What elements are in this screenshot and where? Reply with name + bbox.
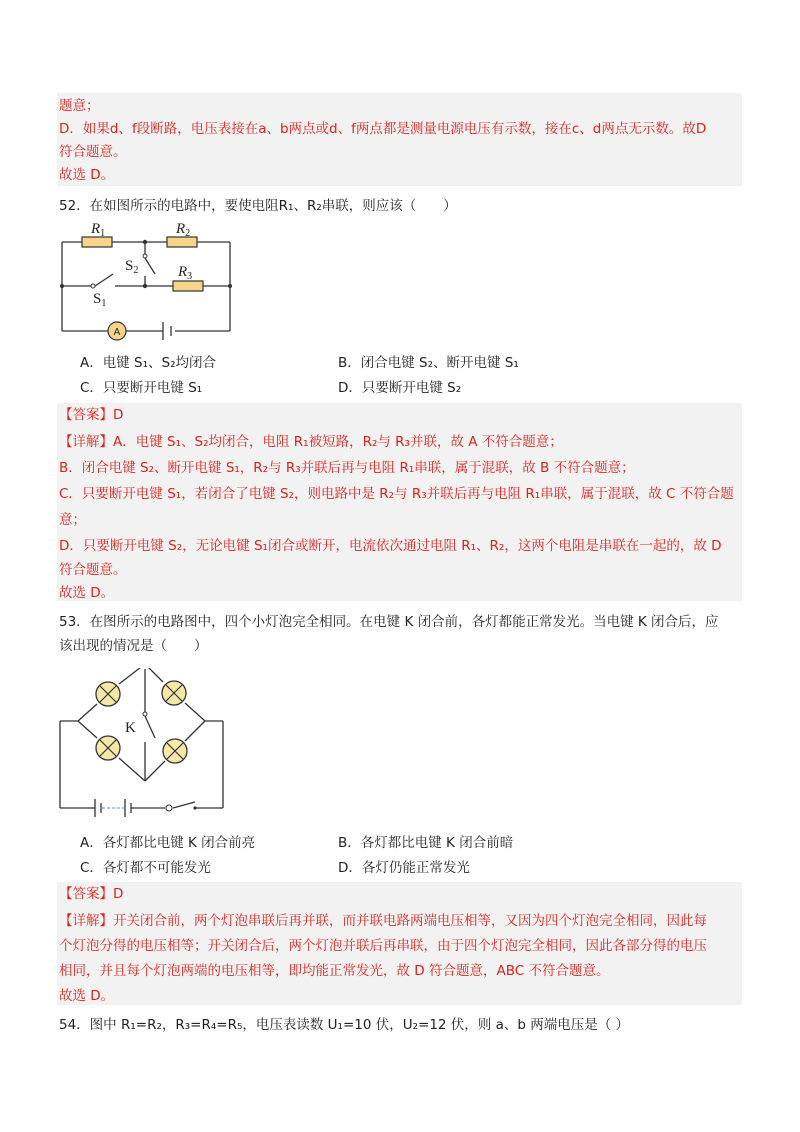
q53-option-d: D．各灯仍能正常发光 <box>338 860 470 876</box>
lamp-top-right <box>162 681 186 705</box>
r3-sub: 3 <box>187 271 193 282</box>
q52-explain-5: D．只要断开电键 S₂，无论电键 S₁闭合或断开，电流依次通过电阻 R₁、R₂，这两个电阻是串联在一起的，故 D <box>59 538 722 554</box>
prev-answer-line2: D．如果d、f段断路，电压表接在a、b两点或d、f两点都是测量电源电压有示数，接在c、d两点无示数。故D <box>59 121 707 137</box>
s2-label: S <box>125 258 134 274</box>
svg-text:R3 <box>177 264 192 282</box>
r1-sub: 1 <box>100 228 106 239</box>
q53-explain-2: 个灯泡分得的电压相等；开关闭合后，两个灯泡并联后再串联，由于四个灯泡完全相同，因此各部分得的电压 <box>59 938 707 954</box>
r2-sub: 2 <box>185 228 191 239</box>
prev-answer-panel <box>57 93 742 186</box>
q52-stem: 52．在如图所示的电路中，要使电阻R₁、R₂串联，则应该（ ） <box>59 198 457 214</box>
lamp-top-left <box>96 682 120 706</box>
r2-label: R <box>176 221 186 237</box>
q54-stem: 54．图中 R₁=R₂，R₃=R₄=R₅，电压表读数 U₁=10 伏，U₂=12 伏，则 a、b 两端电压是（ ） <box>59 1017 630 1033</box>
q53-circuit-diagram <box>55 668 240 828</box>
lamp-bottom-right <box>163 739 187 763</box>
q53-explain-4: 故选 D。 <box>59 988 115 1004</box>
lamp-bottom-left <box>96 736 120 760</box>
prev-answer-line4: 故选 D。 <box>59 167 115 183</box>
q52-explain-2: B．闭合电键 S₂、断开电键 S₁，R₂与 R₃并联后再与电阻 R₁串联，属于混联，故 B 不符合题意； <box>59 460 635 476</box>
q52-answer: 【答案】D <box>59 407 124 423</box>
q52-explain-6: 符合题意。 <box>59 562 127 578</box>
q52-option-d: D．只要断开电键 S₂ <box>338 380 462 396</box>
prev-answer-line1: 题意； <box>59 98 100 114</box>
ammeter-label: A <box>113 327 121 338</box>
q53-option-b: B．各灯都比电键 K 闭合前暗 <box>338 835 514 851</box>
q52-option-c: C．只要断开电键 S₁ <box>80 380 203 396</box>
q53-stem-line2: 该出现的情况是（ ） <box>59 638 208 654</box>
q52-option-a: A．电键 S₁、S₂均闭合 <box>80 355 216 371</box>
resistor-r1 <box>82 237 112 247</box>
r3-label: R <box>178 264 188 280</box>
s1-sub: 1 <box>101 298 107 309</box>
prev-answer-line3: 符合题意。 <box>59 144 127 160</box>
q53-stem-line1: 53．在图所示的电路图中，四个小灯泡完全相同。在电键 K 闭合前，各灯都能正常发光。当电键 K 闭合后，应 <box>59 614 719 630</box>
q52-explain-3: C．只要断开电键 S₁，若闭合了电键 S₂，则电路中是 R₂与 R₃并联后再与电阻 R₁串联，属于混联，故 C 不符合题 <box>59 486 734 502</box>
q53-option-c: C．各灯都不可能发光 <box>80 860 211 876</box>
q52-circuit-diagram <box>55 218 240 343</box>
s1-label: S <box>93 291 102 307</box>
q52-explain-7: 故选 D。 <box>59 585 115 601</box>
q53-option-a: A．各灯都比电键 K 闭合前亮 <box>80 835 256 851</box>
k-label: K <box>125 720 136 736</box>
resistor-r2 <box>167 237 197 247</box>
q53-explain-1: 【详解】开关闭合前，两个灯泡串联后再并联，而并联电路两端电压相等，又因为四个灯泡完全相同，因此每 <box>59 913 707 929</box>
r1-label: R <box>91 221 101 237</box>
svg-text:S2 <box>125 258 138 276</box>
svg-text:R1 <box>90 221 105 239</box>
q53-explain-3: 相同，并且每个灯泡两端的电压相等，即均能正常发光，故 D 符合题意，ABC 不符合题意。 <box>59 963 610 979</box>
q52-option-b: B．闭合电键 S₂、断开电键 S₁ <box>338 355 519 371</box>
svg-text:S1 <box>93 291 106 309</box>
resistor-r3 <box>173 281 203 291</box>
s2-sub: 2 <box>133 265 139 276</box>
q52-explain-1: 【详解】A．电键 S₁、S₂均闭合，电阻 R₁被短路，R₂与 R₃并联，故 A 不符合题意； <box>59 434 563 450</box>
q52-explain-4: 意； <box>59 512 86 528</box>
q53-answer: 【答案】D <box>59 886 124 902</box>
svg-text:R2 <box>175 221 190 239</box>
